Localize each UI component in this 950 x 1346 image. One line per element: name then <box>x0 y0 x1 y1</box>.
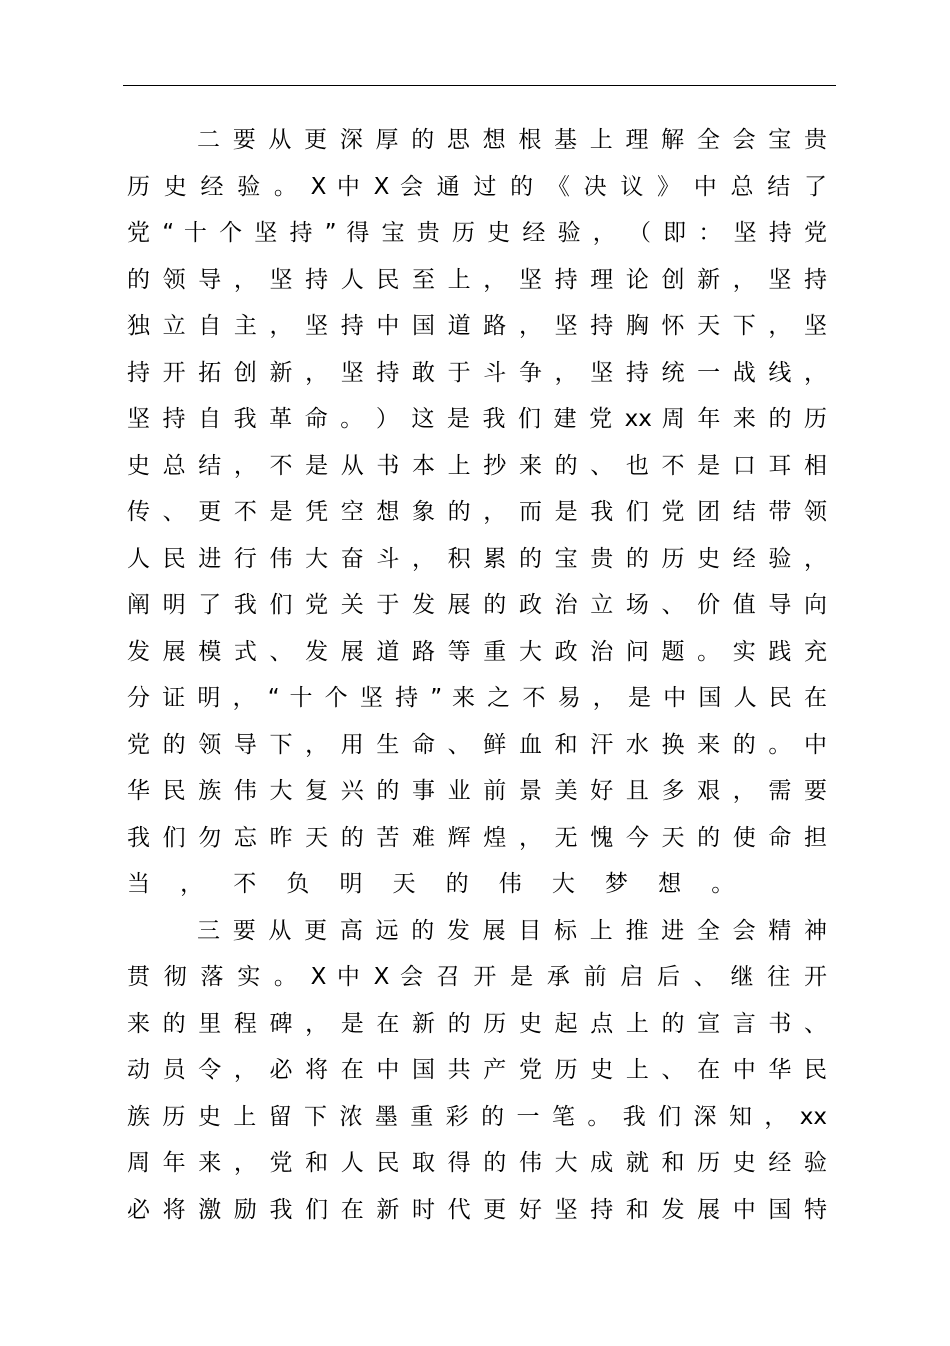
text-line: 当 ， 不 负 明 天 的 伟 大 梦 想 。 <box>127 871 746 897</box>
text-line: 二 要 从 更 深 厚 的 思 想 根 基 上 理 解 全 会 宝 贵 <box>197 127 827 153</box>
text-line: 族 历 史 上 留 下 浓 墨 重 彩 的 一 笔 。 我 们 深 知 ， xx <box>127 1103 827 1130</box>
text-line: 我 们 勿 忘 昨 天 的 苦 难 辉 煌 ， 无 愧 今 天 的 使 命 担 <box>127 824 827 851</box>
text-line: 党 “ 十 个 坚 持 ” 得 宝 贵 历 史 经 验 ， （ 即 ： 坚 持 党 <box>127 220 827 246</box>
text-line: 史 总 结 ， 不 是 从 书 本 上 抄 来 的 、 也 不 是 口 耳 相 <box>127 452 827 479</box>
text-line: 阐 明 了 我 们 党 关 于 发 展 的 政 治 立 场 、 价 值 导 向 <box>127 592 827 618</box>
text-line: 动 员 令 ， 必 将 在 中 国 共 产 党 历 史 上 、 在 中 华 民 <box>127 1057 827 1083</box>
paragraph-2 <box>127 117 827 908</box>
text-line: 人 民 进 行 伟 大 奋 斗 ， 积 累 的 宝 贵 的 历 史 经 验 ， <box>127 545 827 572</box>
text-line: 来 的 里 程 碑 ， 是 在 新 的 历 史 起 点 上 的 宣 言 书 、 <box>127 1010 827 1037</box>
text-line: 华 民 族 伟 大 复 兴 的 事 业 前 景 美 好 且 多 艰 ， 需 要 <box>127 778 827 804</box>
header-rule <box>123 85 836 86</box>
text-line: 的 领 导 ， 坚 持 人 民 至 上 ， 坚 持 理 论 创 新 ， 坚 持 <box>127 266 827 293</box>
text-line: 独 立 自 主 ， 坚 持 中 国 道 路 ， 坚 持 胸 怀 天 下 ， 坚 <box>127 313 827 339</box>
text-line: 周 年 来 ， 党 和 人 民 取 得 的 伟 大 成 就 和 历 史 经 验 <box>127 1150 827 1176</box>
text-line: 坚 持 自 我 革 命 。 ） 这 是 我 们 建 党 xx 周 年 来 的 历 <box>127 406 827 432</box>
text-line: 持 开 拓 创 新 ， 坚 持 敢 于 斗 争 ， 坚 持 统 一 战 线 ， <box>127 359 827 386</box>
text-line: 分 证 明 ， “ 十 个 坚 持 ” 来 之 不 易 ， 是 中 国 人 民 在 <box>127 685 827 711</box>
text-line: 党 的 领 导 下 ， 用 生 命 、 鲜 血 和 汗 水 换 来 的 。 中 <box>127 731 827 758</box>
document-body <box>127 117 827 1233</box>
text-line: 传 、 更 不 是 凭 空 想 象 的 ， 而 是 我 们 党 团 结 带 领 <box>127 499 827 525</box>
paragraph-3 <box>127 908 827 1234</box>
text-line: 必 将 激 励 我 们 在 新 时 代 更 好 坚 持 和 发 展 中 国 特 <box>127 1196 827 1223</box>
text-line: 三 要 从 更 高 远 的 发 展 目 标 上 推 进 全 会 精 神 <box>197 917 827 944</box>
text-line: 贯 彻 落 实 。 X 中 X 会 召 开 是 承 前 启 后 、 继 往 开 <box>127 964 827 990</box>
text-line: 历 史 经 验 。 X 中 X 会 通 过 的 《 决 议 》 中 总 结 了 <box>127 173 827 200</box>
text-line: 发 展 模 式 、 发 展 道 路 等 重 大 政 治 问 题 。 实 践 充 <box>127 638 827 665</box>
